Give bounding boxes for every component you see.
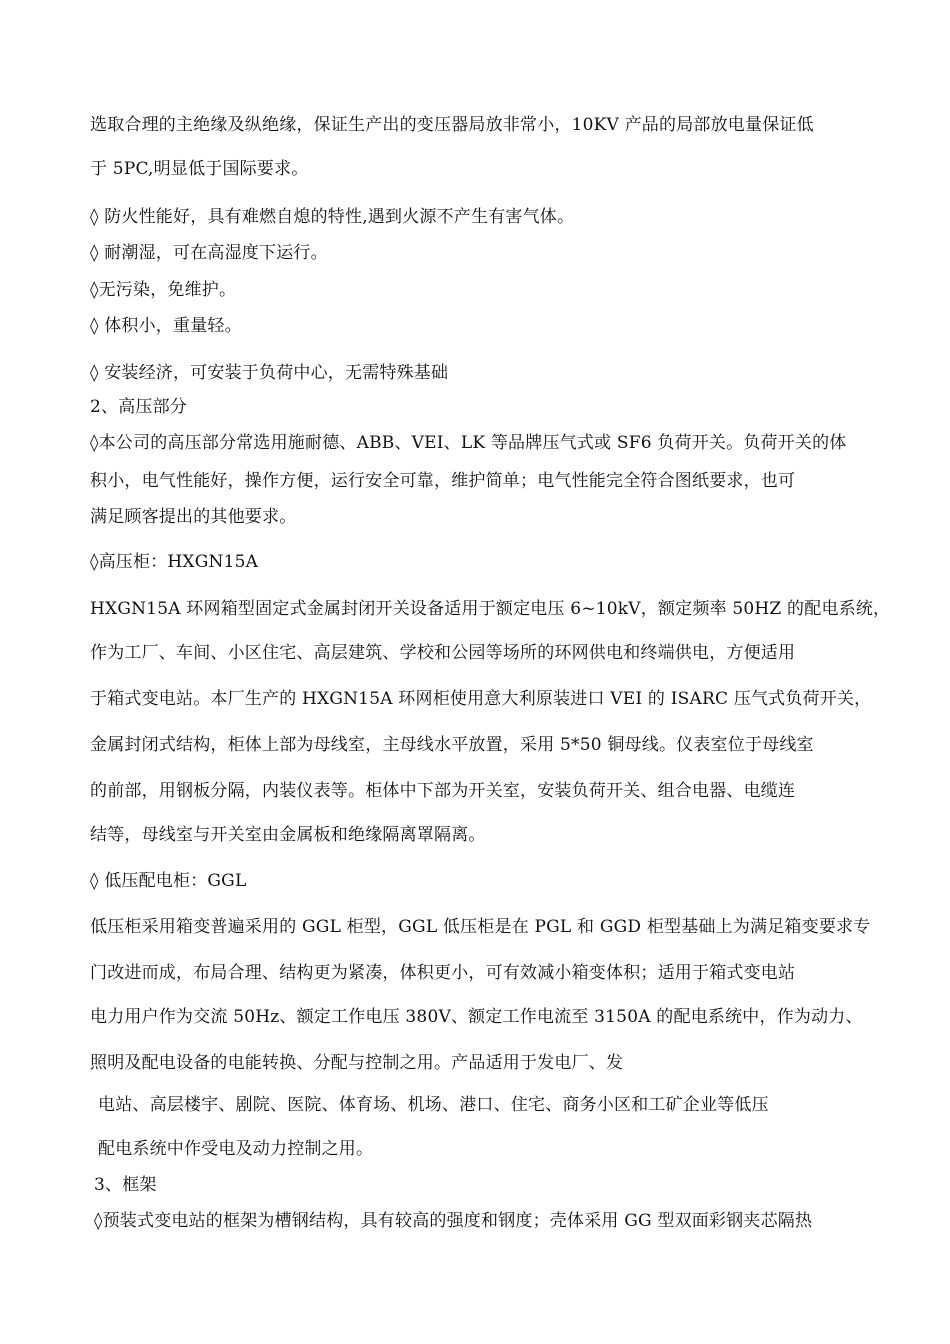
bullet-line: ◊ 体积小，重量轻。: [90, 316, 242, 336]
paragraph-line: 选取合理的主绝缘及纵绝缘，保证生产出的变压器局放非常小，10KV 产品的局部放电量保证低: [90, 115, 814, 135]
paragraph-line: 金属封闭式结构，柜体上部为母线室，主母线水平放置，采用 5*50 铜母线。仪表室位于母线室: [90, 735, 814, 755]
paragraph-line: 作为工厂、车间、小区住宅、高层建筑、学校和公园等场所的环网供电和终端供电，方便适用: [90, 643, 796, 663]
paragraph-line: 满足顾客提出的其他要求。: [90, 507, 297, 527]
paragraph-line: 的前部，用钢板分隔，内装仪表等。柜体中下部为开关室，安装负荷开关、组合电器、电缆连: [90, 781, 796, 801]
paragraph-line: 结等，母线室与开关室由金属板和绝缘隔离罩隔离。: [90, 825, 486, 845]
section-heading: 2、高压部分: [90, 397, 188, 417]
bullet-line: ◊ 防火性能好，具有难燃自熄的特性,遇到火源不产生有害气体。: [90, 207, 575, 227]
paragraph-line: 积小，电气性能好，操作方便，运行安全可靠，维护简单；电气性能完全符合图纸要求，也可: [90, 471, 796, 491]
bullet-line: ◊本公司的高压部分常选用施耐德、ABB、VEI、LK 等品牌压气式或 SF6 负荷开关。负荷开关的体: [90, 433, 847, 453]
bullet-line: ◊高压柜：HXGN15A: [90, 552, 259, 572]
section-heading: 3、框架: [94, 1175, 157, 1195]
bullet-line: ◊ 安装经济，可安装于负荷中心，无需特殊基础: [90, 363, 449, 383]
bullet-line: ◊预装式变电站的框架为槽钢结构，具有较高的强度和钢度；壳体采用 GG 型双面彩钢夹芯隔热: [94, 1211, 813, 1231]
paragraph-line: 门改进而成，布局合理、结构更为紧凑，体积更小，可有效减小箱变体积；适用于箱式变电站: [90, 963, 796, 983]
paragraph-line: HXGN15A 环网箱型固定式金属封闭开关设备适用于额定电压 6~10kV，额定频率 50HZ 的配电系统，: [90, 599, 891, 619]
bullet-line: ◊ 耐潮湿，可在高湿度下运行。: [90, 243, 328, 263]
paragraph-line: 电站、高层楼宇、剧院、医院、体育场、机场、港口、住宅、商务小区和工矿企业等低压: [98, 1095, 769, 1115]
paragraph-line: 低压柜采用箱变普遍采用的 GGL 柜型，GGL 低压柜是在 PGL 和 GGD 柜型基础上为满足箱变要求专: [90, 917, 871, 937]
paragraph-line: 于 5PC,明显低于国际要求。: [90, 159, 309, 179]
paragraph-line: 电力用户作为交流 50Hz、额定工作电压 380V、额定工作电流至 3150A 的配电系统中，作为动力、: [90, 1007, 863, 1027]
paragraph-line: 配电系统中作受电及动力控制之用。: [98, 1139, 374, 1159]
bullet-line: ◊无污染，免维护。: [90, 280, 237, 300]
bullet-line: ◊ 低压配电柜：GGL: [90, 871, 247, 891]
paragraph-line: 于箱式变电站。本厂生产的 HXGN15A 环网柜使用意大利原装进口 VEI 的 ISARC 压气式负荷开关，: [90, 689, 872, 709]
paragraph-line: 照明及配电设备的电能转换、分配与控制之用。产品适用于发电厂、发: [90, 1053, 624, 1073]
